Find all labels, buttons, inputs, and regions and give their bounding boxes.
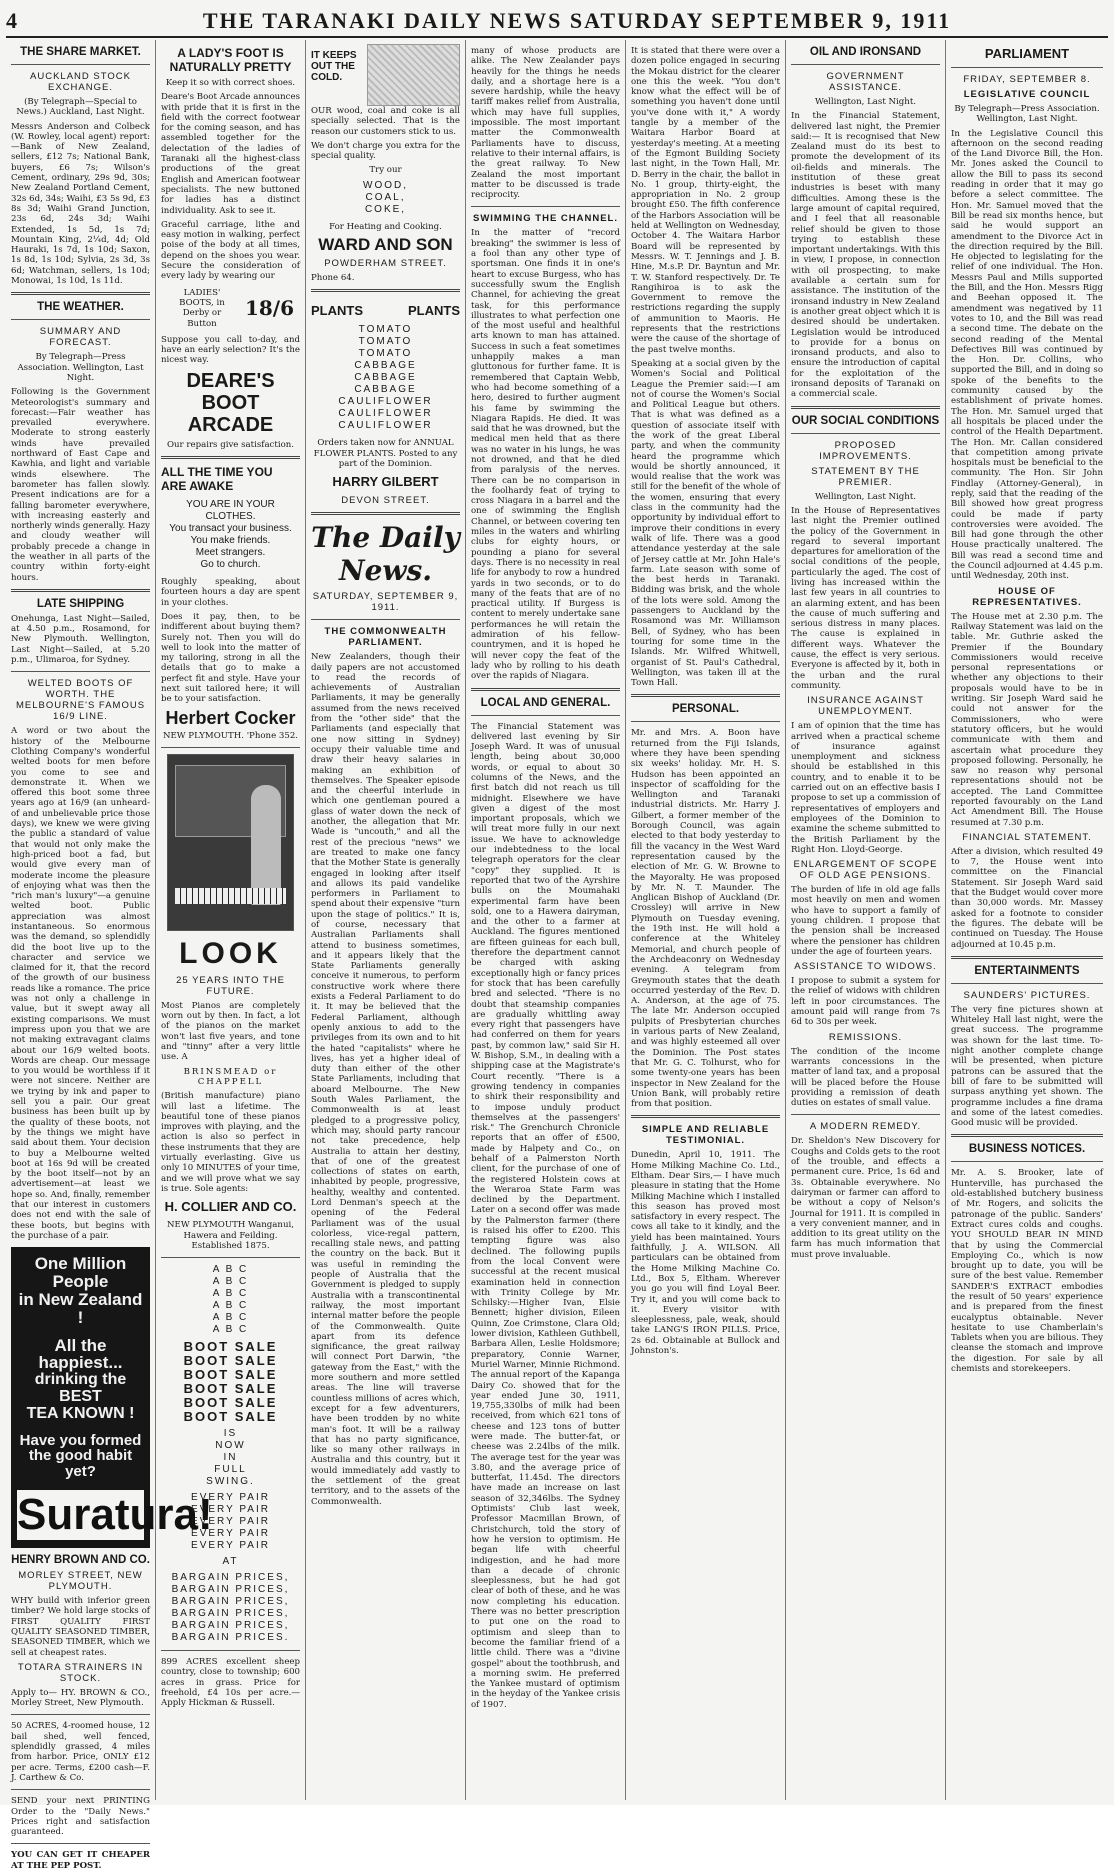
daily-news-date: SATURDAY, SEPTEMBER 9, 1911. — [312, 591, 459, 614]
acres-899-ad: 899 ACRES excellent sheep country, close to township; 600 acres in grass. Price for freehold, £4 10s per acre.—Apply Hickman & Russell. — [161, 1657, 300, 1709]
women-league-body: Speaking at a social given by the Women's Social and Political League the Premier said:—I am not of course the Women's Social and Political League but others. That is what was defined as a question of associate itself with the work of the great Liberal party, and when the community heard the programme which would be shortly announced, it would realise that the work was still for the benefit of the whole of the women, ensuring that every class in the community had the opportunity by individual effort to improve their conditions in every walk of life. There was a good attendance yesterday at the sale of Jersey cattle at Mr. John Hale's farm. Late season with some of the best herds in Taranaki. Bidding was brisk, and the whole of the lots were sold. Among the passengers to Auckland by the Rosamond was Mr. Williamson Bell, of Sydney, who has been touring for some time in the Islands. Mr. Wilfred Whitwell, organist of St. Paul's Cathedral, Wellington, was taken ill at the Town Hall. — [631, 358, 780, 689]
awake-item: Meet strangers. — [195, 547, 266, 559]
legislative-council-heading: LEGISLATIVE COUNCIL — [963, 89, 1091, 100]
column-6 — [786, 40, 946, 1800]
lc-dateline: By Telegraph—Press Association. Wellington, Last Night. — [954, 104, 1100, 125]
plants-left: PLANTS — [311, 303, 363, 319]
house-reps-heading: HOUSE OF REPRESENTATIVES. — [972, 585, 1082, 608]
weather-sub: SUMMARY AND FORECAST. — [39, 326, 122, 349]
brinsmead-chappell: BRINSMEAD or CHAPPELL — [183, 1066, 278, 1087]
parliament-heading: PARLIAMENT — [984, 46, 1070, 61]
widows-heading: ASSISTANCE TO WIDOWS. — [794, 961, 937, 973]
collier-heading: H. COLLIER AND CO. — [164, 1199, 297, 1215]
herbert-cocker: Herbert Cocker — [165, 707, 296, 728]
shipping-body: Onehunga, Last Night—Sailed, at 4.50 p.m., Rosamond, for New Plymouth. Wellington, Last Night—Sailed, at 5.20 p.m., Ulimaroa, for Sydney. — [11, 613, 150, 666]
ward-address: POWDERHAM STREET. — [324, 258, 447, 270]
business-notices-heading: BUSINESS NOTICES. — [968, 1143, 1086, 1156]
suppose-text: Suppose you call to-day, and have an early selection? It's the nicest way. — [161, 334, 300, 366]
shipping-heading: LATE SHIPPING — [36, 597, 125, 610]
plant-item: CAULIFLOWER — [338, 408, 433, 420]
henry-brown-heading: HENRY BROWN AND CO. — [11, 1554, 150, 1567]
ladies-boots-label: LADIES' BOOTS, in Derby or Button — [179, 287, 225, 329]
wood-body-2: We don't charge you extra for the special quality. — [311, 140, 460, 162]
share-market-heading: THE SHARE MARKET. — [20, 46, 141, 58]
pension-heading: ENLARGEMENT OF SCOPE OF OLD AGE PENSIONS. — [793, 859, 938, 882]
awake-item: Go to church. — [200, 559, 261, 571]
plant-item: CABBAGE — [354, 372, 417, 384]
ladys-foot-body: Deare's Boot Arcade announces with pride that it is first in the field with the correct footwear for the coming season, and has assembled together for the delectation of the ladies of Taranaki all the highest-class productions of the great English and American footwear specialists. The new buttoned for ladies has a distinct individuality. Ask to see it. — [161, 92, 300, 216]
page-number: 4 — [6, 8, 17, 33]
social-conditions-heading: OUR SOCIAL CONDITIONS — [791, 414, 940, 427]
pension-body: The burden of life in old age falls most heavily on men and women who have to support a family of young children. I propose that the pension shall be increased where the pensioner has children under the age of fourteen years. — [791, 885, 940, 957]
financial-statement-heading: FINANCIAL STATEMENT. — [962, 831, 1092, 843]
ladys-foot-body-2: Graceful carriage, lithe and easy motion in walking, perfect poise of the body at all times, depend on the shoes you wear. Secure the consideration of every lady by wearing our — [161, 219, 300, 282]
lc-body: In the Legislative Council this afternoon on the second reading of the Land Divorce Bill, the Hon. Mr. Jones asked the Council to allow the Bill to pass its second reading in order that it may go before a select committee. The Hon. Mr. Samuel moved that the Bill be read six months hence, but said he would support an amendment to the Divorce Act in the direction required by the Bill. He objected to legislating for the relief of one individual. The Hon. Messrs Paul and Mills supported the Bill, and the Hon. Messrs Rigg and Beehan opposed it. The amendment was negatived by 11 votes to 10, and the Bill was read a second time. The debate on the second reading of the Mental Defectives Bill was continued by the Hon. Dr. Collins, who supported the Bill, and in doing so spoke of the benefits to the community caused by the establishment of private homes. The Hon. Mr. Samuel urged that all hospitals be placed under the control of the Health Department. The Hon. Mr. Callan considered that competition among private hospitals must be beneficial to the community. The Hon. Sir John Findlay (Attorney-General), in reply, said that the reading of the Bill showed how great progress could be made if party controversies were avoided. The Bill had gone through the other House practically unaltered. The Bill was read a second time and the Council adjourned at 4.45 p.m. until Wednesday, 20th inst. — [951, 128, 1103, 582]
abc-line: A B C — [212, 1324, 249, 1336]
swing-word: IS — [223, 1428, 238, 1440]
swing-word: SWING. — [206, 1476, 255, 1488]
awake-heading: ALL THE TIME YOU ARE AWAKE — [161, 465, 273, 494]
social-body: In the House of Representatives last night the Premier outlined the policy of the Government in regard to several important departures for amelioration of the social conditions of the people, particularly the aged. The cost of living has increased within the last few years in all countries to an alarming extent, and has been the cause of much suffering and serious distress in many places. The cause is explained in different ways. Whatever the cause, the effect is very serious. Everyone is affected by it, both in the urban and the rural community. — [791, 505, 940, 691]
personal-heading: PERSONAL. — [671, 703, 740, 716]
tea-line-1: One Million People — [34, 1254, 127, 1292]
personal-body: Mr. and Mrs. A. Boon have returned from the Fiji Islands, where they have been spending six weeks' holiday. Mr. H. S. Hudson has been appointed an inspector of scaffolding for the Wellington and Taranaki industrial districts. Mr. Harry J. Gilbert, a former member of the Borough Council, was again elected to that body yesterday to fill the vacancy in the West Ward representation caused by the election of Mr. G. W. Browne to the Mayoralty. He was proposed by Mr. N. T. Maunder. The Anglican Bishop of Auckland (Dr. Crossley) will arrive in New Plymouth on Tuesday evening, the 19th inst. He will hold a conference at the Whiteley Memorial, and church people of the Archdeaconry on Wednesday evening. A telegram from Greymouth states that the death occurred yesterday of the Rev. D. A. Anderson, at the age of 75. The late Mr. Anderson occupied pulpits of Presbyterian churches in various parts of New Zealand, and was highly esteemed all over the Dominion. The Post states that Mr. G. C. Tolhurst, who for some twenty-one years has been inspector in New Zealand for the Union Bank, will probably retire from that position. — [631, 728, 780, 1110]
awake-item: YOU ARE IN YOUR CLOTHES. — [186, 499, 275, 523]
plant-item: CABBAGE — [354, 360, 417, 372]
orders-text: Orders taken now for ANNUAL FLOWER PLANTS. Posted to any part of the Dominion. — [313, 438, 458, 469]
bargain-line: BARGAIN PRICES, — [171, 1620, 290, 1632]
plants-right: PLANTS — [408, 303, 460, 319]
boot-sale-line: BOOT SALE — [183, 1367, 278, 1383]
swimming-heading: SWIMMING THE CHANNEL. — [472, 213, 619, 225]
plant-item: TOMATO — [358, 336, 413, 348]
look-sub: 25 YEARS INTO THE FUTURE. — [176, 974, 285, 997]
ladies-boots-price: 18/6 — [244, 296, 295, 321]
fireplace-illustration — [367, 44, 460, 106]
ladys-foot-tagline: Keep it so with correct shoes. — [165, 78, 296, 88]
every-pair-line: EVERY PAIR — [191, 1540, 270, 1552]
column-4 — [466, 40, 626, 1800]
social-dateline: Wellington, Last Night. — [814, 491, 917, 502]
plant-item: TOMATO — [358, 348, 413, 360]
boot-sale-line: BOOT SALE — [183, 1381, 278, 1397]
financial-statement-body: After a division, which resulted 49 to 7, the House went into committee on the Financial Statement. Sir Joseph Ward said that the Budget would cover more than 30,000 words. Mr. Massey asked for a footnote to consider the figures. The debate will be continued on Tuesday. The House adjourned at 10.45 p.m. — [951, 846, 1103, 950]
column-3 — [306, 40, 466, 1800]
awake-body: Roughly speaking, about fourteen hours a day are spent in your clothes. — [161, 577, 300, 608]
awake-item: You make friends. — [190, 535, 271, 547]
abc-line: A B C — [212, 1288, 249, 1300]
bargain-line: BARGAIN PRICES, — [171, 1596, 290, 1608]
boot-sale-line: BOOT SALE — [183, 1409, 278, 1425]
tea-line-5: TEA KNOWN ! — [26, 1404, 135, 1422]
remissions-body: The condition of the income warrants concessions in the matter of land tax, and a proposal will be placed before the House providing a remission of death duties on estates of small value. — [791, 1046, 940, 1109]
look-body-2: (British manufacture) piano will last a lifetime. The beautiful tone of these pianos improves with playing, and the action is also so perfect in these instruments that they are virtually everlasting. Give us only 10 MINUTES of your time, and we will prove what we say is true. Sole agents: — [161, 1091, 300, 1194]
insurance-body: I am of opinion that the time has arrived when a practical scheme of insurance against unemployment and sickness should be established in this country, and to enable it to be carried out on an effective basis I propose to set up a commission of representatives of employers and employees of the Dominion to examine the scheme submitted to the British Parliament by the Right Hon. Lloyd-George. — [791, 721, 940, 855]
masthead-title: THE TARANAKI DAILY NEWS SATURDAY SEPTEMBER 9, 1911 — [202, 8, 952, 33]
col5-body-1: It is stated that there were over a dozen police engaged in securing the Mokau district for the clearer one this the week. "You don't know what the effect will be of something you haven't done until you've done with it," A wordy tangle by a member of the Waitara Harbor Board at yesterday's meeting. At a meeting of the Egmont Building Society last night, in the Town Hall, Mr. D. Berry in the chair, the ballot in No. 1 group, thirty-eight, the appropriation in No. 2 group brought £50. The fifth conference of the Harbors Association will be held at Wellington on Wednesday, October 4. The Waitara Harbor Board will be represented by Messrs. W. T. Jennings and J. B. Hine, M.s.P. Dr. Bayntun and Mr. T. W. Stanford respectively. Dr. Te Rangihiroa is to ask the Government to remove the restrictions regarding the supply of ammunition to Maoris. He represents that the restrictions were the cause of the shortage of the past twelve months. — [631, 46, 780, 355]
column-2 — [156, 40, 306, 1800]
at-word: AT — [222, 1556, 239, 1568]
tea-line-2: in New Zealand ! — [18, 1289, 143, 1327]
entertainments-body: The very fine pictures shown at Whiteley Hall last night, were the great success. The programme was shown for the last time. To-night another complete change will be presented, when picture patrons can be assured that the bill of fare to be submitted will surpass anything yet shown. The programme includes a fine drama and some of the latest comedies. Good music will be provided. — [951, 1004, 1103, 1129]
suratura-tea-ad — [11, 1247, 213, 1548]
awake-item: You transact your business. — [169, 523, 292, 535]
swing-word: NOW — [215, 1440, 246, 1452]
boot-sale-line: BOOT SALE — [183, 1339, 278, 1355]
henry-brown-body: WHY build with inferior green timber? We hold large stocks of FIRST QUALITY FIRST QUALITY SEASONED TIMBER, SEASONED TIMBER, which we sell at cheapest rates. — [11, 1596, 150, 1658]
commonwealth-body: New Zealanders, though their daily papers are not accustomed to read the records of achievements of Australian Parliaments, it may be generally assumed from the news received from the "other side" that the Parliaments (and especially that one now sitting in Sydney) occupy their valuable time and draw their heavy salaries in making an exhibition of themselves. The Speaker episode and the cheerful interlude in which one gentleman poured a glass of water down the neck of another, the allegation that Mr. Wade is "uncouth," and all the rest of the precious "news" we are treated to make one fancy that the Mother State is generally engaged in looking after itself and allows its paid vandelike performers in Parliament to spend about their expensive "turn upon the stage of politics." It is, of course, necessary that Australian Parliaments shall attend to business sometimes, and it appears likely that the State Parliaments generally conceive it numerous, to perform constructive work where there exists a Federal Parliament to do it. It may be believed that the Federal Parliament, although openly anxious to add to the privileges from its own and to hit the hated "capitalists" where he lives, has yet a higher ideal of duty than either of the other State Parliaments, including that aboard Melbourne. The New South Wales Parliament, the Commonwealth is at least pledged to a progressive policy, which may, should party rancour not take precedence, help Australia to attain her destiny, that of one of the greatest collections of states on earth, inhabited by people, progressive, healthy, wealthy and contented. Lord Denman's speech at the opening of the Federal Parliament was of the usual colorless, vice-regal pattern, recalling stale news, and patting the country on the back. But it was useful in reminding the people of Australia that the Government is pledged to supply Australia with a transcontinental railway, the most important internal matter before the people of the Commonwealth. Quite apart from its defence significance, the great railway will connect Port Darwin, "the gateway from the East," with the more southern and more settled areas. The line will traverse countless millions of acres which, except for a few adventurers, have been trodden by no white man's foot. It will be a railway that has no party significance, like so many other railways in Australia and this country, but it would immediately add vastly to the settlement of the great territory, and to the assets of the Commonwealth. — [311, 652, 460, 1507]
piano-illustration — [167, 754, 294, 931]
column-7 — [946, 40, 1108, 1800]
fuel-item: COKE, — [364, 203, 407, 215]
testimonial-body: Dunedin, April 10, 1911. The Home Milking Machine Co. Ltd., Eltham. Dear Sirs,— I have much pleasure in stating that the Home Milking Machine which I installed this season has proved most satisfactory in every respect. The cows all take to it kindly, and the yield has been maintained. Yours faithfully, J. A. WILSON. All particulars can be obtained from the Home Milking Machine Co. Ltd., Box 5, Eltham. Wherever you go you will find Loyal Beer. Try it, and you will come back to it. Every visitor with sleeplessness, pale, weak, should take LANG'S IRON PILLS. Price, 2s 6d. Obtainable at Bullock and Johnston's. — [631, 1150, 780, 1357]
abc-line: A B C — [212, 1312, 249, 1324]
fuel-item: WOOD, — [363, 179, 408, 191]
tea-line-4: drinking the BEST — [34, 1371, 127, 1406]
deares-boot-arcade: DEARE'S BOOT ARCADE — [186, 369, 275, 436]
totara-strainers: TOTARA STRAINERS IN STOCK. — [17, 1661, 144, 1684]
suratura-logo: Suratura! — [17, 1489, 213, 1539]
share-market-body: Messrs Anderson and Colbeck (W. Rowley, local agent) report:—Bank of New Zealand, sellers, £12 7s; National Bank, buyers, £6 7s; Wilson's Cement, ordinary, 29s 9d, 30s; New Zealand Portland Cement, 32s 6d, 34s; Waihi, £3 5s 9d, £3 8s 3d; Waihi Grand Junction, 23s 6d, 24s 3d; Waihi Extended, 1s 5d, 1s 7d; Mountain King, 2¼d, 4d; Old Hauraki, 1s 7d, 1s 10d; Saxon, 1s 8d, 1s 10d; Sylvia, 2s 3d, 3s 6d; Watchman, sellers, 1s 10d; Monowai, 1s 10d, 1s 11d. — [11, 121, 150, 287]
tea-line-7: the good habit yet? — [28, 1447, 133, 1481]
every-pair-line: EVERY PAIR — [191, 1504, 270, 1516]
look-heading: LOOK — [179, 936, 282, 970]
every-pair-line: EVERY PAIR — [191, 1516, 270, 1528]
look-body: Most Pianos are completely worn out by then. In fact, a lot of the pianos on the market won't last five years, and tone and "tinny" after a very little use. A — [161, 1000, 300, 1063]
henry-brown-apply: Apply to— HY. BROWN & CO., Morley Street, New Plymouth. — [11, 1687, 150, 1709]
welted-heading: WELTED BOOTS OF WORTH. THE MELBOURNE'S FAMOUS 16/9 LINE. — [15, 678, 146, 723]
ward-and-son: WARD AND SON — [318, 235, 453, 255]
business-notices-body: Mr. A. S. Brooker, late of Hunterville, has purchased the old-established butchery business of Mr. Rogers, and solicits the patronage of the public. Sanders' Extract cures colds and coughs. YOU SHOULD BEAR IN MIND that by using the Commercial Employing Co., which is now brought up to date, you will be sure of the best value. Remember SANDER'S EXTRACT embodies the result of 50 years' experience and is prepared from the finest eucalyptus obtainable. Never hesitate to use Chamberlain's Tablets when you are bilious. They cleanse the stomach and improve the digestion. For sale by all chemists and storekeepers. — [951, 1168, 1103, 1375]
keeps-out-cold: IT KEEPS OUT THE COLD. — [311, 50, 357, 83]
collier-address: NEW PLYMOUTH Wanganui, Hawera and Feilding. Established 1875. — [167, 1220, 294, 1251]
col4-body-1: many of whose products are alike. The New Zealander pays heavily for the things he needs daily, and a shortage here is a severe hardship, while the heavy tariff makes relief from Australia, which may have full supplies, impossible. The most important matter the Commonwealth Parliaments have to discuss, relative to their internal affairs, is the great railway. To New Zealand the most important matter to be discussed is trade reciprocity. — [471, 46, 620, 201]
widows-body: I propose to submit a system for the relief of widows with children left in poor circumstances. The amount paid will range from 7s 6d to 30s per week. — [791, 976, 940, 1028]
oil-body: In the Financial Statement, delivered last night, the Premier said:— It is recognised that New Zealand must do its best to promote the development of its oil-fields and minerals. The institution of these great industries is beset with many difficulties. Among these is the large amount of capital required, and I feel that all reasonable relief should be given to those trying to establish these important undertakings. With this in view, I propose, in connection with oil prospecting, to make available a certain sum for assistance. The institution of the ironsand industry in New Zealand is another great object which it is desired should be undertaken. Legislation would be introduced to provide for a bonus on ironsand products, and also to ensure the introduction of capital for the exploitation of the ironsand deposits of Taranaki on a commercial scale. — [791, 111, 940, 400]
masthead — [6, 6, 1108, 38]
cocker-address: NEW PLYMOUTH. 'Phone 352. — [162, 730, 299, 741]
social-sub: PROPOSED IMPROVEMENTS. — [819, 439, 912, 462]
awake-body-2: Does it pay, then, to be indifferent about buying them? Surely not. Then you will do well to look into the matter of my tailoring, strong in all the details that go to make a perfect fit and style. Have your next suit tailored here; it will be to your satisfaction. — [161, 611, 300, 705]
remissions-heading: REMISSIONS. — [828, 1031, 903, 1043]
harry-gilbert: HARRY GILBERT — [332, 474, 439, 490]
modern-remedy-body: Dr. Sheldon's New Discovery for Coughs and Colds gets to the root of the trouble, and effects a permanent cure. Price, 1s 6d and 3s. Obtainable everywhere. No dairyman or farmer can afford to be without a copy of Nelson's Journal for 1911. It is compiled in a very convenient manner, and in addition to its great utility on the farm has much information that must prove invaluable. — [791, 1136, 940, 1260]
weather-body: Following is the Government Meteorologist's summary and forecast:—Fair weather has prevailed everywhere. Moderate to strong easterly winds have prevailed northward of East Cape and Kawhia, and light and variable winds elsewhere. The barometer has fallen slowly. Present indications are for a falling barometer everywhere, with increasing easterly and northerly winds generally. Hazy and cloudy weather will probably precede a change in the weather in all parts of the country within forty-eight hours. — [11, 387, 150, 583]
boot-sale-line: BOOT SALE — [183, 1395, 278, 1411]
entertainments-heading: ENTERTAINMENTS — [974, 964, 1080, 977]
bargain-line: BARGAIN PRICES, — [171, 1608, 290, 1620]
weather-heading: THE WEATHER. — [37, 301, 124, 314]
plant-item: TOMATO — [358, 324, 413, 336]
column-5 — [626, 40, 786, 1800]
every-pair-line: EVERY PAIR — [191, 1492, 270, 1504]
every-pair-line: EVERY PAIR — [191, 1528, 270, 1540]
bargain-line: BARGAIN PRICES. — [171, 1632, 290, 1644]
welted-body: A word or two about the history of the Melbourne Clothing Company's wonderful welted boots for men before you come to see and demonstrate it. When we offered this boot some three years ago at 16/9 (an unheard-of and unbelievable price those days), we knew we were giving the public a standard of value that would not only make the high-priced boot a fad, but would give every man of moderate income the pleasure of enjoying what was then the "rich man's luxury"—a genuine welted boot. Public appreciation was almost instantaneous. So enormous was the demand, so splendidly did the boot live up to the character and service we claimed for it, that the record of the growth of our business reads like a romance. The price was not only a challenge in value, but it swept away all existing comparisons. We must impress upon you that we are not making extravagant claims about our 16/9 welted boots. Words are cheap. Our message to you would be worthless if it were not sincere. Neither are we trying by ink and paper to sell you a pair. Our great business has been built up by the quality of these boots, not by the things we might have said about them. Your decision to buy a Melbourne welted boot at 16s 9d will be created by the boot itself—not by an advertisement—at least we hope so. And, finally, remember that our interest in customers does not end with the sale of these boots, but begins with the purchase of a pair. — [11, 726, 150, 1241]
parliament-date: FRIDAY, SEPTEMBER 8. — [963, 74, 1091, 85]
commonwealth-heading: THE COMMONWEALTH PARLIAMENT. — [324, 626, 447, 649]
house-reps-body: The House met at 2.30 p.m. The Railway Statement was laid on the table. Mr. Guthrie asked the Premier if the Boundary Commissioners would receive personal representations or whether any objections to their proposals would have to be in writing. Sir Joseph Ward said he could not answer for the Commissioners, who were statutory officers, but he would communicate with them and ascertain what procedure they proposed following. Personally, he saw no reason why personal representations should not be accepted. The Land Committee reported favourably on the Land Act Amendment Bill. The House resumed at 7.30 p.m. — [951, 611, 1103, 828]
repairs-text: Our repairs give satisfaction. — [166, 439, 295, 450]
oil-sub: GOVERNMENT ASSISTANCE. — [826, 71, 905, 93]
henry-brown-address: MORLEY STREET, NEW PLYMOUTH. — [18, 1570, 143, 1593]
tea-line-3: All the happiest... — [38, 1335, 123, 1373]
send-printing-ad: SEND your next PRINTING Order to the "Daily News." Prices right and satisfaction guaranteed. — [11, 1796, 150, 1838]
swimming-body: In the matter of "record breaking" the swimmer is less of a fool than any other type of sportsman. One finds it in one's heart to excuse Burgess, who has successfully swum the English Channel, for achieving the great task, for this performance illustrates to what perfection one of the most useful and healthful arts known to man has attained. Success in such a feat sometimes unhappily makes a man gluttonous for further fame. It is remembered that Captain Webb, who had become something of a hero, desired to further augment his fame by swimming the Niagara Rapids. He died. It was said that he was drowned, but the medical men held that as there was no water in his lungs, he was not drowned, and that he died from paralysis of the nerves. There can be no comparison in the foolhardy feat of trying to cross Niagara in a barrel and the one of swimming the English Channel, or between covering ten miles in the waters and whirling clubs for eighty hours, or pounding a piano for several days. There is no necessity in real life for anybody to row a hundred yards in two seconds, or to do many of the feats that are of no practical utility. If Burgess is content to merely undertake sane performances he will retain the admiration of his fellow-countrymen, and it is hoped he will never copy the feat of the lady who by rolling to his death over the rapids of Niagara. — [471, 228, 620, 682]
oil-ironsand-heading: OIL AND IRONSAND — [809, 46, 922, 58]
insurance-heading: INSURANCE AGAINST UNEMPLOYMENT. — [807, 695, 924, 718]
oil-dateline: Wellington, Last Night. — [814, 97, 917, 107]
heating-cooking: For Heating and Cooking. — [329, 221, 442, 232]
bargain-line: BARGAIN PRICES, — [171, 1572, 290, 1584]
plant-item: CAULIFLOWER — [338, 396, 433, 408]
try-our: Try our — [369, 165, 402, 176]
saunders-pictures: SAUNDERS' PICTURES. — [963, 989, 1091, 1001]
plant-item: CAULIFLOWER — [338, 420, 433, 432]
abc-line: A B C — [212, 1276, 249, 1288]
share-market-dateline: (By Telegraph—Special to News.) Auckland, Last Night. — [16, 97, 145, 118]
fuel-item: COAL, — [365, 191, 406, 203]
gilbert-address: DEVON STREET. — [341, 495, 430, 507]
tea-line-6: Have you formed — [19, 1431, 142, 1449]
abc-line: A B C — [212, 1264, 249, 1276]
abc-line: A B C — [212, 1300, 249, 1312]
local-general-heading: LOCAL AND GENERAL. — [480, 696, 611, 709]
ward-phone: Phone 64. — [311, 273, 355, 284]
social-sub-2: STATEMENT BY THE PREMIER. — [811, 465, 920, 488]
local-general-body: The Financial Statement was delivered last evening by Sir Joseph Ward. It was of unusual length, being about 30,000 words, or equal to about 30 columns of the News, and the first batch did not reach us till midnight. Elsewhere we have given a digest of the most important proposals, which we will treat more fully in our next issue. We have to acknowledge our indebtedness to the local telegraph operators for the clear "copy" they supplied. It is reported that two of the Ayrshire bulls on the Moumahaki experimental farm have been sold, one to a Hawera dairyman, and the other to a farmer at Auckland. The figures mentioned are fifteen guineas for each bull, therefore the department cannot be charged with asking exceptionally high or fancy prices for stock that has been carefully bred and selected. "There is no doubt that steamship companies are gradually whittling away every right that passengers have had conferred on them for years past, by common law," said Sir H. W. Bishop, S.M., in dealing with a shipping case at the Magistrate's Court recently. "There is a growing tendency in companies to shirk their responsibility and to impose unduly product themselves at the passengers' risk." The Grenchurch Chronicle reports that an offer of £500, made by Halpety and Co., on behalf of a Palmerston North client, for the purchase of one of the registered Holstein cows at the Weraroa State Farm was declined by the Department. Later on a second offer was made by the Palmerston farmer (there is raised his offer to £200. This tempting figure was also declined. The following pupils from the local Convent were successful at the recent musical examination held in connection with Trinity College by Mr. Schilsky:—Higher Ivan, Elsie Bennett; higher division, Eileen Quinn, Zoe Crimstone, Clara Old; lower division, Kathleen Guthbell, Barbara Allen, Leslie Holdsmore; preparatory, Connie Warner, Muriel Warner, Minnie Richmond. The annual report of the Kapanga Dairy Co. showed that for the year ended June 30, 1911, 19,755,330lbs of milk had been received, from which 621 tons of cheese and 123 tons of butter were made. The butter-fat, or cheese was 2.24lbs of the milk. The average test for the year was 3.80, and the average price of butterfat, 11.45d. The directors have made an increase on last season of 32,346lbs. The Sydney Optimists' Club last week, Professor Macmillan Brown, of Christchurch, told the story of how he version to optimism. He began life with cheerful indigestion, and he had more than a decade of chronic sleeplessness, but he had got clear of both of these, and he was now completing his education. There was no better prescription to put one on the road to optimism and sleep than to become the familiar friend of a little child. There was a "divine gospel" about the toothbrush, and a morning swim. He preferred the Yankee mustard of optimism in the heyday of the Yankee crisis of 1907. — [471, 721, 620, 1710]
swing-word: IN — [223, 1452, 238, 1464]
boot-sale-line: BOOT SALE — [183, 1353, 278, 1369]
fifty-acres-ad: 50 ACRES, 4-roomed house, 12 bail shed, well fenced, splendidly grassed, 4 miles from harbor. Price, ONLY £12 per acre. Terms, £200 cash—F. J. Carthew & Co. — [11, 1721, 150, 1783]
cheaper-ad: YOU CAN GET IT CHEAPER AT THE PEP POST. — [11, 1850, 150, 1871]
bargain-line: BARGAIN PRICES, — [171, 1584, 290, 1596]
share-market-sub: AUCKLAND STOCK EXCHANGE. — [30, 71, 131, 93]
testimonial-heading: SIMPLE AND RELIABLE TESTIMONIAL. — [641, 1124, 770, 1147]
swing-word: FULL — [214, 1464, 247, 1476]
weather-dateline: By Telegraph—Press Association. Wellington, Last Night. — [17, 352, 144, 383]
wood-body: OUR wood, coal and coke is all specially selected. That is the reason our customers stick to us. — [311, 106, 460, 137]
daily-news-title: The Daily News. — [311, 521, 460, 588]
ladys-foot-heading: A LADY'S FOOT IS NATURALLY PRETTY — [169, 46, 292, 74]
plant-item: CABBAGE — [354, 384, 417, 396]
modern-remedy-heading: A MODERN REMEDY. — [809, 1121, 922, 1133]
